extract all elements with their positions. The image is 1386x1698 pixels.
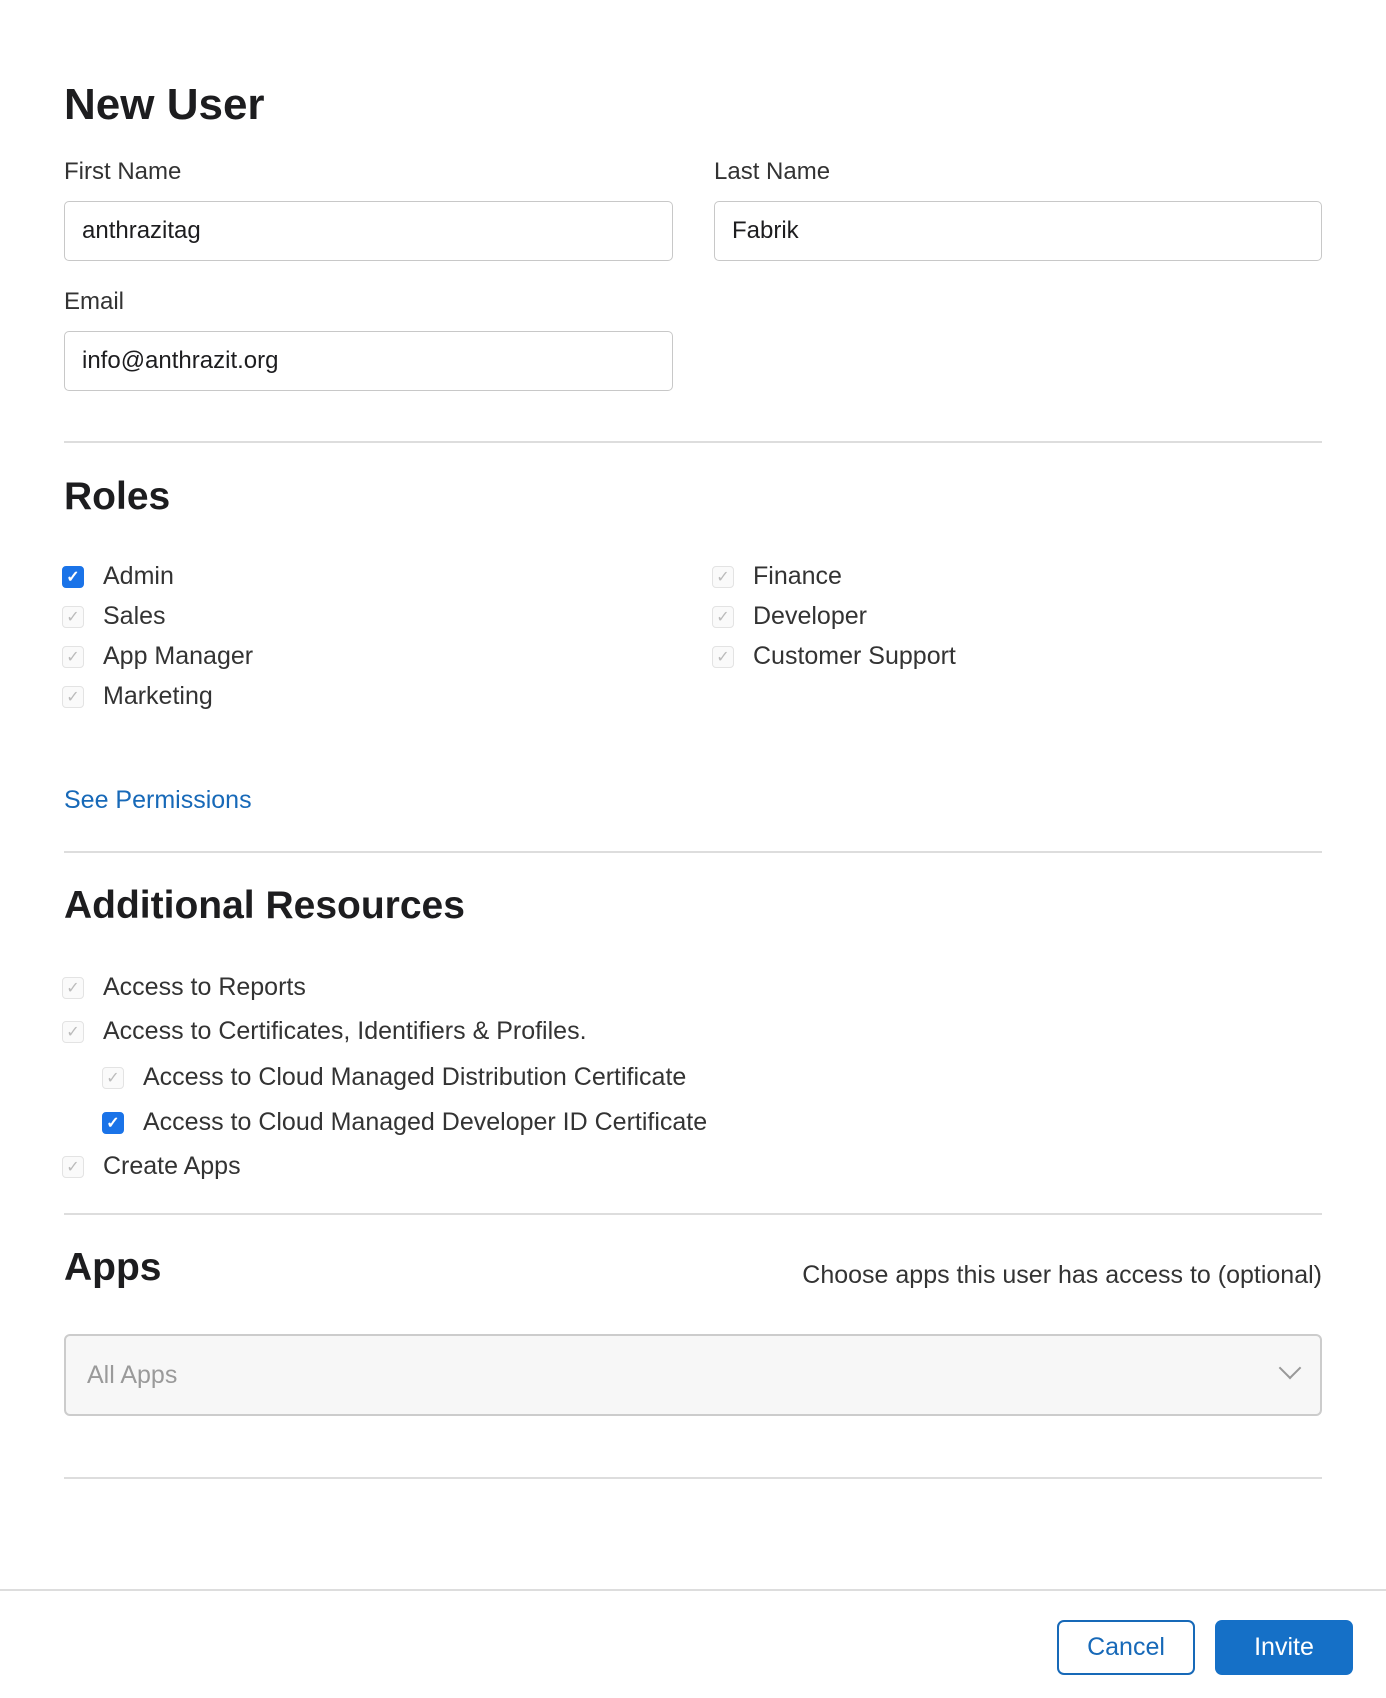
checkmark-icon: ✓ <box>712 566 734 588</box>
checkmark-icon: ✓ <box>62 566 84 588</box>
access-reports-checkbox[interactable] <box>62 973 306 1002</box>
divider <box>64 1213 1322 1215</box>
apps-select-value: All Apps <box>87 1361 178 1389</box>
checkbox-label: Access to Certificates, Identifiers & Profiles. <box>103 1017 587 1045</box>
roles-heading: Roles <box>64 475 171 518</box>
role-customer-support-checkbox[interactable] <box>712 642 956 671</box>
footer-divider <box>0 1589 1386 1591</box>
cloud-developer-id-cert-checkbox[interactable] <box>102 1108 707 1137</box>
role-sales-checkbox[interactable] <box>62 602 166 631</box>
role-admin-checkbox[interactable] <box>62 562 174 591</box>
checkbox-label: Marketing <box>103 682 213 710</box>
email-input[interactable] <box>64 331 673 391</box>
checkmark-icon: ✓ <box>62 1021 84 1043</box>
checkbox-label: Developer <box>753 602 867 630</box>
divider <box>64 1477 1322 1479</box>
role-finance-checkbox[interactable] <box>712 562 842 591</box>
checkmark-icon: ✓ <box>102 1067 124 1089</box>
last-name-label: Last Name <box>714 158 831 185</box>
checkmark-icon: ✓ <box>62 977 84 999</box>
checkmark-icon: ✓ <box>62 686 84 708</box>
additional-resources-heading: Additional Resources <box>64 884 465 927</box>
apps-select[interactable] <box>64 1334 1322 1416</box>
role-app-manager-checkbox[interactable] <box>62 642 253 671</box>
checkbox-label: Admin <box>103 562 174 590</box>
create-apps-checkbox[interactable] <box>62 1152 241 1181</box>
cancel-button[interactable]: Cancel <box>1057 1620 1195 1675</box>
checkbox-label: Access to Cloud Managed Distribution Certificate <box>143 1063 687 1091</box>
checkmark-icon: ✓ <box>102 1112 124 1134</box>
checkmark-icon: ✓ <box>62 646 84 668</box>
checkbox-label: Access to Cloud Managed Developer ID Certificate <box>143 1108 708 1136</box>
checkmark-icon: ✓ <box>62 1156 84 1178</box>
divider <box>64 441 1322 443</box>
access-certificates-checkbox[interactable] <box>62 1017 587 1046</box>
cloud-distribution-cert-checkbox[interactable] <box>102 1063 686 1092</box>
checkbox-label: App Manager <box>103 642 254 670</box>
email-label: Email <box>64 288 125 315</box>
checkbox-label: Access to Reports <box>103 973 306 1001</box>
chevron-down-icon <box>1279 1357 1302 1380</box>
first-name-label: First Name <box>64 158 182 185</box>
divider <box>64 851 1322 853</box>
see-permissions-link[interactable]: See Permissions <box>64 786 252 814</box>
checkmark-icon: ✓ <box>712 606 734 628</box>
invite-button[interactable]: Invite <box>1215 1620 1353 1675</box>
checkbox-label: Customer Support <box>753 642 956 670</box>
apps-hint: Choose apps this user has access to (optional) <box>802 1261 1322 1289</box>
page-title: New User <box>64 80 265 129</box>
apps-heading: Apps <box>64 1246 162 1289</box>
first-name-input[interactable] <box>64 201 673 261</box>
role-developer-checkbox[interactable] <box>712 602 867 631</box>
checkmark-icon: ✓ <box>712 646 734 668</box>
last-name-input[interactable] <box>714 201 1322 261</box>
checkbox-label: Finance <box>753 562 842 590</box>
role-marketing-checkbox[interactable] <box>62 682 213 711</box>
checkmark-icon: ✓ <box>62 606 84 628</box>
checkbox-label: Create Apps <box>103 1152 241 1180</box>
checkbox-label: Sales <box>103 602 166 630</box>
